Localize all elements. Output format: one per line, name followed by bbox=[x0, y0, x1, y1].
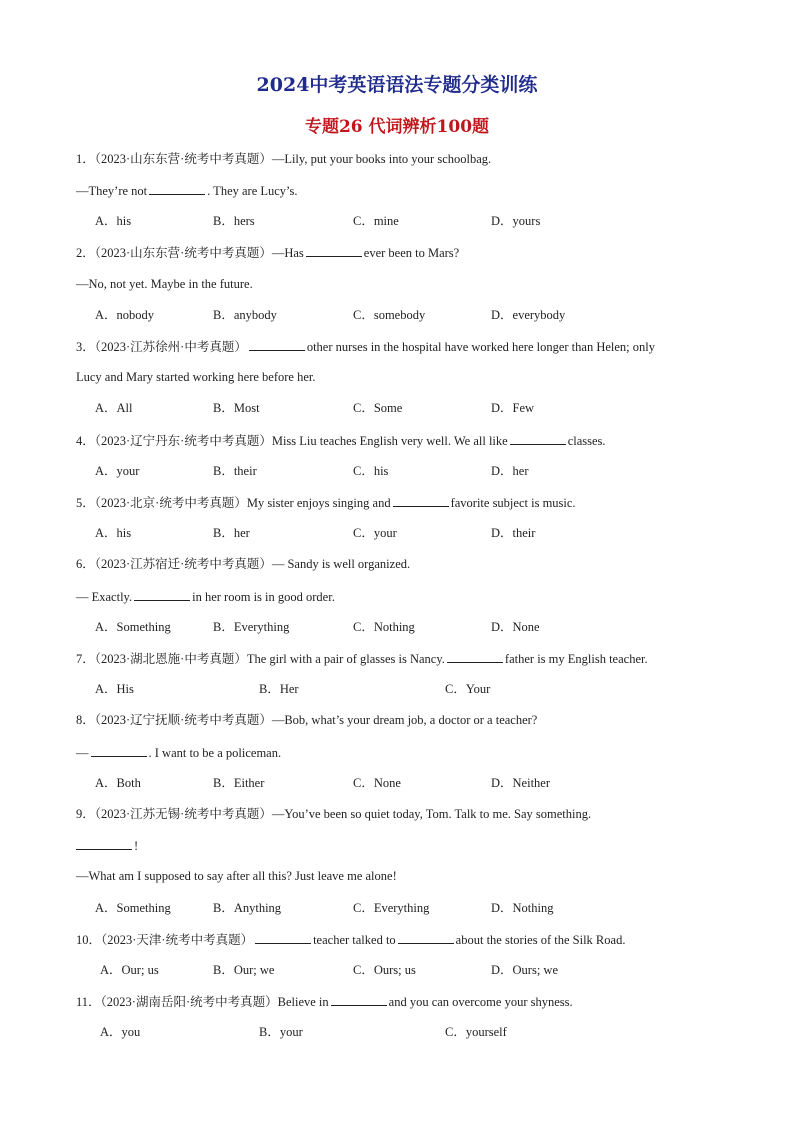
option-a: A．you bbox=[100, 1025, 141, 1039]
option-b: B．Either bbox=[213, 776, 265, 790]
option-a: A．his bbox=[95, 526, 132, 540]
answer-blank bbox=[76, 837, 132, 850]
answer-blank bbox=[398, 931, 454, 944]
question-3-stem: 3．（2023·江苏徐州·中考真题） other nurses in the hospital have worked here longer than Helen; only bbox=[76, 340, 655, 354]
option-c: C．Some bbox=[353, 401, 403, 415]
answer-blank bbox=[134, 588, 190, 601]
option-d: D．yours bbox=[491, 214, 541, 228]
question-5-stem: 5．（2023·北京·统考中考真题）My sister enjoys singing and favorite subject is music. bbox=[76, 496, 576, 510]
question-4-stem: 4．（2023·辽宁丹东·统考中考真题）Miss Liu teaches English very well. We all like classes. bbox=[76, 434, 606, 448]
answer-blank bbox=[331, 993, 387, 1006]
question-8-stem: 8．（2023·辽宁抚顺·统考中考真题）—Bob, what’s your dream job, a doctor or a teacher? bbox=[76, 713, 538, 727]
option-a: A．your bbox=[95, 464, 140, 478]
answer-blank bbox=[255, 931, 311, 944]
answer-blank bbox=[91, 744, 147, 757]
answer-blank bbox=[249, 338, 305, 351]
answer-blank bbox=[447, 650, 503, 663]
answer-blank bbox=[149, 182, 205, 195]
option-c: C．None bbox=[353, 776, 401, 790]
question-8-reply: — . I want to be a policeman. bbox=[76, 746, 282, 760]
question-9-reply: —What am I supposed to say after all this? Just leave me alone! bbox=[76, 869, 397, 883]
option-c: C．Everything bbox=[353, 901, 430, 915]
option-b: B．their bbox=[213, 464, 257, 478]
option-c: C．yourself bbox=[445, 1025, 507, 1039]
question-2-stem: 2．（2023·山东东营·统考中考真题）—Has ever been to Mars? bbox=[76, 246, 460, 260]
option-d: D．their bbox=[491, 526, 536, 540]
question-3-stem-cont: Lucy and Mary started working here before her. bbox=[76, 370, 316, 384]
option-c: C．somebody bbox=[353, 308, 426, 322]
option-b: B．hers bbox=[213, 214, 255, 228]
answer-blank bbox=[510, 432, 566, 445]
page-title: 2024中考英语语法专题分类训练 bbox=[256, 74, 538, 96]
option-b: B．her bbox=[213, 526, 250, 540]
option-b: B．Anything bbox=[213, 901, 282, 915]
option-d: D．Ours; we bbox=[491, 963, 559, 977]
question-1-stem: 1．（2023·山东东营·统考中考真题）—Lily, put your books into your schoolbag. bbox=[76, 152, 492, 166]
option-a: A．nobody bbox=[95, 308, 155, 322]
option-d: D．Nothing bbox=[491, 901, 554, 915]
option-a: A．Both bbox=[95, 776, 141, 790]
option-d: D．everybody bbox=[491, 308, 566, 322]
option-c: C．mine bbox=[353, 214, 399, 228]
answer-blank bbox=[306, 244, 362, 257]
option-d: D．None bbox=[491, 620, 540, 634]
question-1-reply: —They’re not . They are Lucy’s. bbox=[76, 184, 298, 198]
option-c: C．your bbox=[353, 526, 397, 540]
option-a: A．Something bbox=[95, 901, 171, 915]
option-b: B．Our; we bbox=[213, 963, 275, 977]
question-10-stem: 10．（2023·天津·统考中考真题） teacher talked to about the stories of the Silk Road. bbox=[76, 933, 626, 947]
option-a: A．His bbox=[95, 682, 134, 696]
option-b: B．anybody bbox=[213, 308, 277, 322]
option-d: D．Neither bbox=[491, 776, 551, 790]
question-9-stem: 9．（2023·江苏无锡·统考中考真题）—You’ve been so quiet today, Tom. Talk to me. Say something. bbox=[76, 807, 592, 821]
option-c: C．his bbox=[353, 464, 389, 478]
option-d: D．her bbox=[491, 464, 529, 478]
option-a: A．his bbox=[95, 214, 132, 228]
option-b: B．your bbox=[259, 1025, 303, 1039]
option-a: A．All bbox=[95, 401, 133, 415]
option-c: C．Nothing bbox=[353, 620, 415, 634]
option-b: B．Her bbox=[259, 682, 299, 696]
option-b: B．Everything bbox=[213, 620, 290, 634]
question-11-stem: 11．（2023·湖南岳阳·统考中考真题）Believe in and you can overcome your shyness. bbox=[76, 995, 573, 1009]
option-d: D．Few bbox=[491, 401, 535, 415]
option-b: B．Most bbox=[213, 401, 260, 415]
page-subtitle: 专题26 代词辨析100题 bbox=[304, 117, 490, 137]
question-9-blank-line: ! bbox=[76, 837, 138, 854]
answer-blank bbox=[393, 494, 449, 507]
option-c: C．Your bbox=[445, 682, 491, 696]
option-a: A．Our; us bbox=[100, 963, 159, 977]
question-6-reply: — Exactly. in her room is in good order. bbox=[76, 590, 335, 604]
option-c: C．Ours; us bbox=[353, 963, 416, 977]
question-7-stem: 7．（2023·湖北恩施·中考真题）The girl with a pair of glasses is Nancy. father is my English teacher. bbox=[76, 652, 648, 666]
option-a: A．Something bbox=[95, 620, 171, 634]
question-6-stem: 6．（2023·江苏宿迁·统考中考真题）— Sandy is well organized. bbox=[76, 557, 411, 571]
question-2-reply: —No, not yet. Maybe in the future. bbox=[76, 277, 253, 291]
